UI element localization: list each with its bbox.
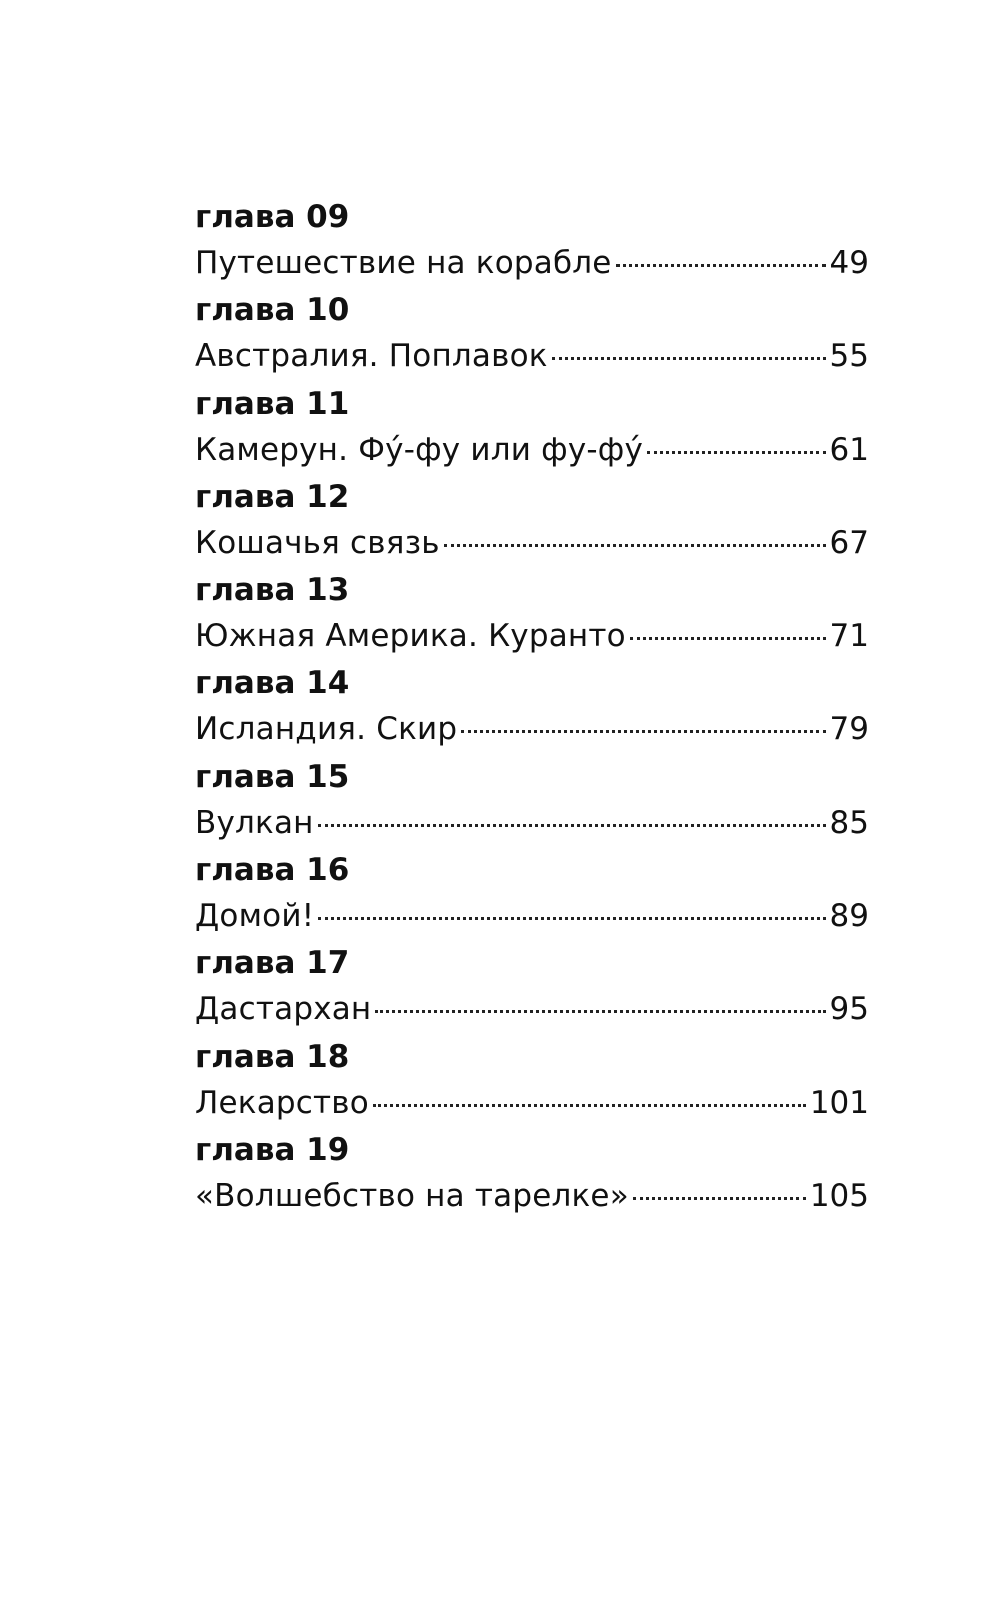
toc-line bbox=[195, 240, 869, 286]
chapter-title: Австралия. Поплавок bbox=[195, 338, 548, 375]
dot-leader bbox=[647, 451, 826, 454]
toc-line bbox=[195, 893, 869, 939]
page-number: 55 bbox=[829, 338, 869, 375]
toc-entry bbox=[195, 660, 869, 753]
chapter-title: Кошачья связь bbox=[195, 524, 440, 561]
page-number: 67 bbox=[829, 524, 869, 561]
chapter-title: Камерун. Фу́-фу или фу-фу́ bbox=[195, 431, 644, 468]
toc-entry bbox=[195, 940, 869, 1033]
toc-entry bbox=[195, 754, 869, 847]
page-number: 89 bbox=[829, 898, 869, 935]
chapter-label: глава 15 bbox=[195, 758, 350, 795]
chapter-label: глава 10 bbox=[195, 292, 350, 329]
dot-leader bbox=[373, 1104, 806, 1107]
page-number: 105 bbox=[809, 1177, 869, 1214]
toc-line bbox=[195, 427, 869, 473]
toc-entry bbox=[195, 1127, 869, 1220]
chapter-label: глава 13 bbox=[195, 572, 350, 609]
chapter-label: глава 14 bbox=[195, 665, 350, 702]
toc-line bbox=[195, 520, 869, 566]
toc-line bbox=[195, 613, 869, 659]
page-number: 49 bbox=[829, 245, 869, 281]
chapter-label: глава 18 bbox=[195, 1038, 350, 1075]
chapter-label: глава 11 bbox=[195, 385, 350, 422]
chapter-title: Вулкан bbox=[195, 804, 314, 841]
toc-line bbox=[195, 986, 869, 1032]
chapter-title: Южная Америка. Куранто bbox=[195, 618, 626, 655]
toc-line bbox=[195, 1080, 869, 1126]
toc-line bbox=[195, 800, 869, 846]
page-number: 71 bbox=[829, 618, 869, 655]
page-number: 61 bbox=[829, 431, 869, 468]
dot-leader bbox=[461, 730, 825, 733]
toc-entry bbox=[195, 1034, 869, 1127]
chapter-label: глава 16 bbox=[195, 852, 350, 889]
toc-entry bbox=[195, 474, 869, 567]
chapter-label: глава 17 bbox=[195, 945, 350, 982]
page-number: 79 bbox=[829, 711, 869, 748]
toc-line bbox=[195, 1173, 869, 1219]
chapter-label: глава 19 bbox=[195, 1131, 350, 1168]
chapter-title: Путешествие на корабле bbox=[195, 245, 612, 281]
toc-entry bbox=[195, 847, 869, 940]
page-number: 85 bbox=[829, 804, 869, 841]
toc-entry bbox=[195, 287, 869, 380]
dot-leader bbox=[552, 357, 826, 360]
chapter-title: Домой! bbox=[195, 898, 315, 935]
page-number: 95 bbox=[829, 991, 869, 1028]
dot-leader bbox=[630, 637, 826, 640]
toc-line bbox=[195, 333, 869, 379]
dot-leader bbox=[616, 264, 826, 267]
chapter-title: Исландия. Скир bbox=[195, 711, 458, 748]
chapter-title: «Волшебство на тарелке» bbox=[195, 1177, 629, 1214]
chapter-title: Дастархан bbox=[195, 991, 372, 1028]
chapter-label: глава 12 bbox=[195, 478, 350, 515]
dot-leader bbox=[375, 1010, 825, 1013]
toc-entry bbox=[195, 567, 869, 660]
toc-line bbox=[195, 706, 869, 752]
chapter-title: Лекарство bbox=[195, 1084, 369, 1121]
dot-leader bbox=[633, 1197, 806, 1200]
table-of-contents bbox=[195, 194, 869, 1220]
dot-leader bbox=[318, 917, 825, 920]
page-number: 101 bbox=[809, 1084, 869, 1121]
toc-entry bbox=[195, 381, 869, 474]
toc-entry bbox=[195, 194, 869, 287]
dot-leader bbox=[444, 544, 826, 547]
chapter-label: глава 09 bbox=[195, 199, 350, 235]
dot-leader bbox=[318, 824, 826, 827]
